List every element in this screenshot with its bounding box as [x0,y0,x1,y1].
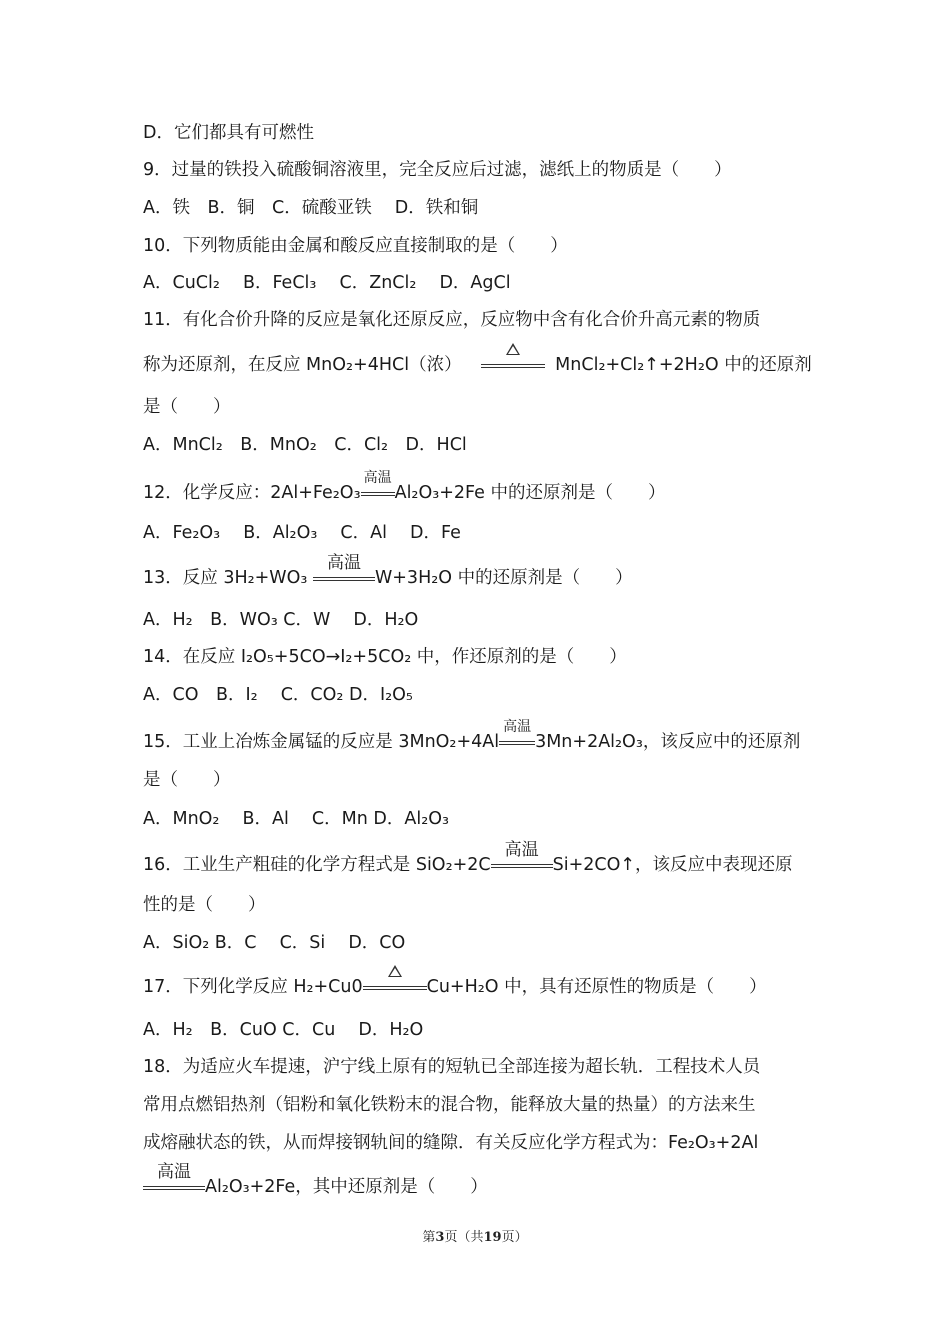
option-line: D．它们都具有可燃性 [143,123,314,143]
question-15: 15．工业上冶炼金属锰的反应是 3MnO₂+4Al 高温 3Mn+2Al₂O₃，该反应中的还原剂 [143,719,801,752]
heat-arrow [363,972,427,992]
options-9: A．铁 B．铜 C．硫酸亚铁 D．铁和铜 [143,198,479,218]
options-15: A．MnO₂ B．Al C．Mn D．Al₂O₃ [143,809,450,829]
question-15-end: 是（ ） [143,770,231,790]
question-13: 13．反应 3H₂+WO₃ 高温 W+3H₂O 中的还原剂是（ ） [143,553,633,588]
page-footer: 第3页（共19页） [422,1230,528,1245]
options-17: A．H₂ B．CuO C．Cu D．H₂O [143,1020,424,1040]
question-17: 17．下列化学反应 H₂+Cu0 Cu+H₂O 中，具有还原性的物质是（ ） [143,972,767,999]
question-16: 16．工业生产粗硅的化学方程式是 SiO₂+2C 高温 Si+2CO↑，该反应中表现还原 [143,840,793,875]
question-10: 10．下列物质能由金属和酸反应直接制取的是（ ） [143,236,568,256]
question-18-line3: 成熔融状态的铁，从而焊接钢轨间的缝隙．有关反应化学方程式为：Fe₂O₃+2Al [143,1133,759,1153]
options-12: A．Fe₂O₃ B．Al₂O₃ C．Al D．Fe [143,523,461,543]
high-temp-arrow: 高温 [491,850,553,870]
options-11: A．MnCl₂ B．MnO₂ C．Cl₂ D．HCl [143,435,467,455]
question-12: 12．化学反应：2Al+Fe₂O₃ 高温 Al₂O₃+2Fe 中的还原剂是（ ） [143,470,666,503]
options-10: A．CuCl₂ B．FeCl₃ C．ZnCl₂ D．AgCl [143,273,511,293]
question-9: 9．过量的铁投入硫酸铜溶液里，完全反应后过滤，滤纸上的物质是（ ） [143,160,732,180]
high-temp-arrow: 高温 [313,563,375,583]
high-temp-arrow: 高温 [143,1172,205,1192]
question-16-end: 性的是（ ） [143,895,266,915]
heat-triangle-icon [506,343,520,355]
heat-triangle-icon [388,965,402,977]
options-16: A．SiO₂ B．C C．Si D．CO [143,933,406,953]
options-13: A．H₂ B．WO₃ C．W D．H₂O [143,610,419,630]
question-14: 14．在反应 I₂O₅+5CO→I₂+5CO₂ 中，作还原剂的是（ ） [143,647,627,667]
heat-arrow [481,350,545,370]
question-18-line2: 常用点燃铝热剂（铝粉和氧化铁粉末的混合物，能释放大量的热量）的方法来生 [143,1095,756,1115]
high-temp-arrow: 高温 [361,478,395,498]
question-11: 11．有化合价升降的反应是氧化还原反应，反应物中含有化合价升高元素的物质 [143,310,761,330]
question-11-end: 是（ ） [143,397,231,417]
high-temp-arrow: 高温 [499,727,535,747]
options-14: A．CO B．I₂ C．CO₂ D．I₂O₅ [143,685,413,705]
question-18-line4: 高温 Al₂O₃+2Fe，其中还原剂是（ ） [143,1172,488,1199]
question-18: 18．为适应火车提速，沪宁线上原有的短轨已全部连接为超长轨．工程技术人员 [143,1057,761,1077]
question-11-equation: 称为还原剂，在反应 MnO₂+4HCl（浓） MnCl₂+Cl₂↑+2H₂O 中的还原剂 [143,350,812,377]
